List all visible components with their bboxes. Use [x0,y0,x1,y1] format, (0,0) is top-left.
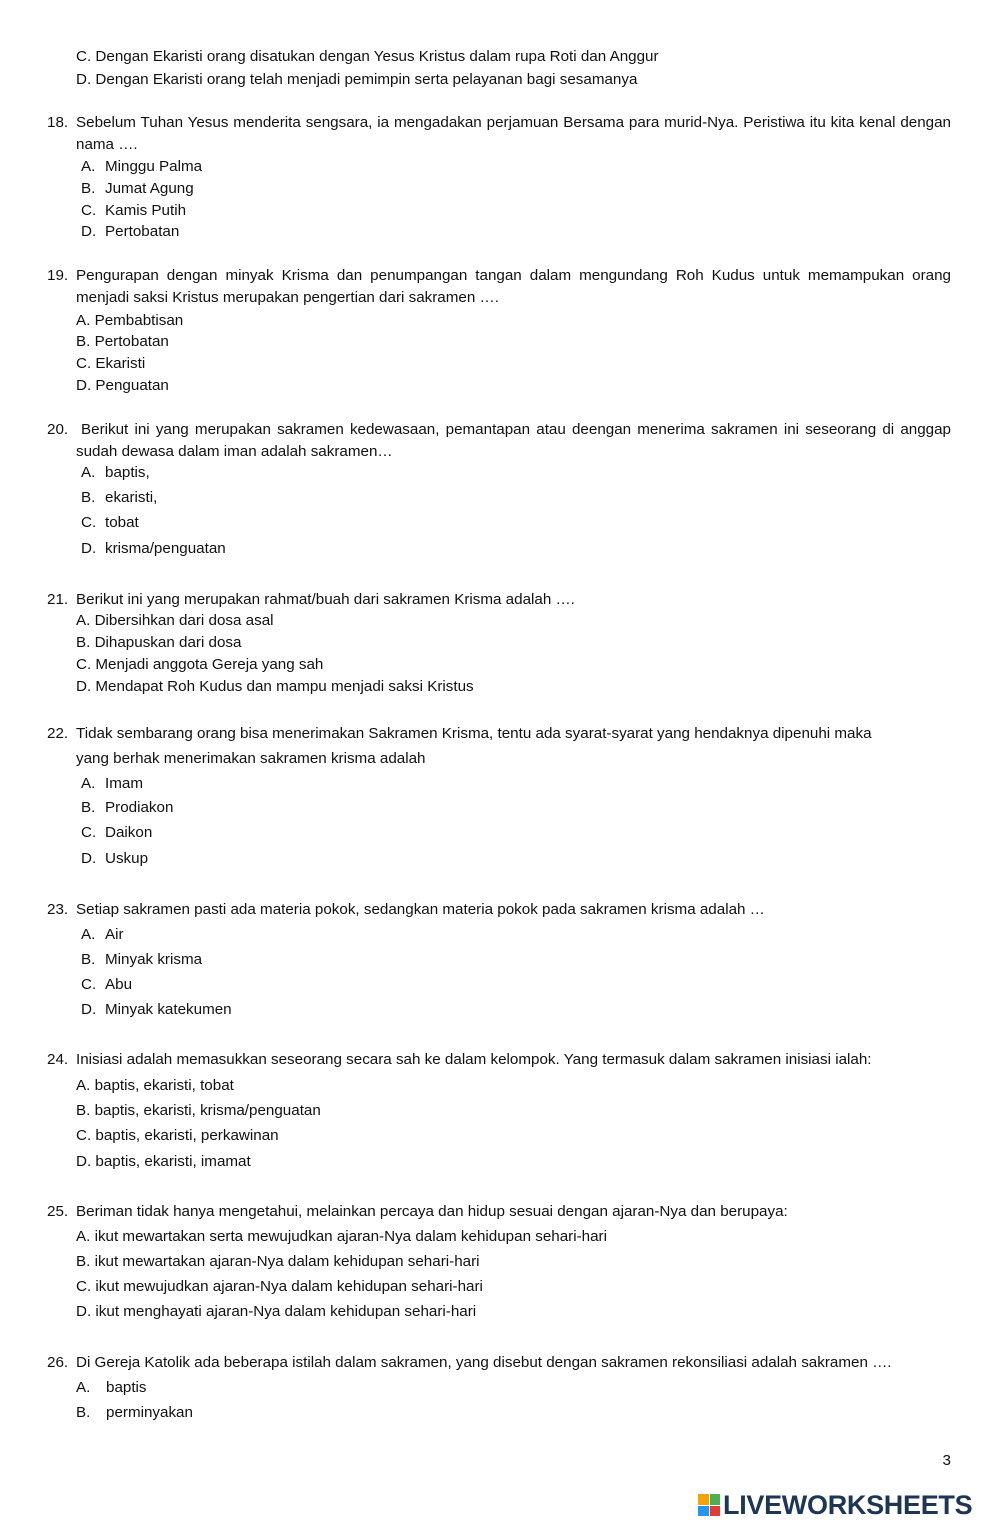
option-d: D. Minyak katekumen [81,1001,232,1018]
question-text: Setiap sakramen pasti ada materia pokok, sedangkan materia pokok pada sakramen krisma adalah … [76,901,765,918]
option-a: A. Pembabtisan [76,312,184,329]
option-d: D. Penguatan [76,377,169,394]
logo-tile [710,1506,721,1517]
question-text: Di Gereja Katolik ada beberapa istilah dalam sakramen, yang disebut dengan sakramen rekonsiliasi adalah sakramen …. [76,1354,892,1371]
option-a: A. baptis, ekaristi, tobat [76,1077,234,1094]
question-text: Beriman tidak hanya mengetahui, melainkan percaya dan hidup sesuai dengan ajaran-Nya dan berupaya: [76,1203,788,1220]
option-c: C. tobat [81,514,139,531]
question-number: 21. [47,591,69,608]
option-b: B. ikut mewartakan ajaran-Nya dalam kehidupan sehari-hari [76,1253,480,1270]
option-c: C. Kamis Putih [81,202,187,219]
option-d: D. Pertobatan [81,223,180,240]
option-b: B. Dihapuskan dari dosa [76,634,242,651]
question-text: Berikut ini yang merupakan sakramen kedewasaan, pemantapan atau deengan menerima sakramen ini seseorang di anggap sudah dewasa dalam iman adalah sakramen… [76,421,951,460]
logo-tile [698,1494,709,1505]
option-d: D. Uskup [81,850,149,867]
option-b: B. Jumat Agung [81,180,194,197]
question-text: Pengurapan dengan minyak Krisma dan penumpangan tangan dalam mengundang Roh Kudus untuk memampukan orang menjadi saksi Kristus merupakan pengertian dari sakramen …. [76,267,951,306]
question-number: 23. [47,901,69,918]
question-text-line2: yang berhak menerimakan sakramen krisma adalah [76,750,426,767]
question-number: 24. [47,1051,69,1068]
logo-tile [710,1494,721,1505]
question-number: 26. [47,1354,69,1371]
option-d: D. baptis, ekaristi, imamat [76,1153,251,1170]
option-b: B. Pertobatan [76,333,169,350]
option-c: C. Ekaristi [76,355,146,372]
question-number: 20. [47,421,69,438]
question-number: 22. [47,725,69,742]
logo-tile [698,1506,709,1517]
page-number: 3 [942,1452,951,1469]
option-c: C. ikut mewujudkan ajaran-Nya dalam kehidupan sehari-hari [76,1278,483,1295]
liveworksheets-logo-icon [698,1494,720,1516]
question-text: Inisiasi adalah memasukkan seseorang secara sah ke dalam kelompok. Yang termasuk dalam sakramen inisiasi ialah: [76,1051,872,1068]
option-a: A. Air [81,926,124,943]
option-a: A. Minggu Palma [81,158,203,175]
question-text: Sebelum Tuhan Yesus menderita sengsara, ia mengadakan perjamuan Bersama para murid-Nya. Peristiwa itu kita kenal dengan nama …. [76,114,951,153]
question-number: 18. [47,114,69,131]
option-c: C. Menjadi anggota Gereja yang sah [76,656,324,673]
option-d: D. ikut menghayati ajaran-Nya dalam kehidupan sehari-hari [76,1303,477,1320]
option-a: A. baptis, [81,464,150,481]
option-b: B. Minyak krisma [81,951,203,968]
option-a: A. Dibersihkan dari dosa asal [76,612,274,629]
option-c: C. Abu [81,976,133,993]
option-b: B. baptis, ekaristi, krisma/penguatan [76,1102,321,1119]
option-c: C. Daikon [81,824,153,841]
option-d-prev: D. Dengan Ekaristi orang telah menjadi pemimpin serta pelayanan bagi sesamanya [76,71,638,88]
option-c: C. baptis, ekaristi, perkawinan [76,1127,279,1144]
option-a: A. baptis [76,1379,147,1396]
option-d: D. krisma/penguatan [81,540,226,557]
option-b: B. ekaristi, [81,489,158,506]
logo-text: LIVEWORKSHEETS [723,1489,973,1520]
question-number: 19. [47,267,69,284]
option-a: A. ikut mewartakan serta mewujudkan ajaran-Nya dalam kehidupan sehari-hari [76,1228,607,1245]
question-text-line1: Tidak sembarang orang bisa menerimakan Sakramen Krisma, tentu ada syarat-syarat yang hendaknya dipenuhi maka [76,725,872,742]
option-b: B. perminyakan [76,1404,193,1421]
question-number: 25. [47,1203,69,1220]
option-c-prev: C. Dengan Ekaristi orang disatukan dengan Yesus Kristus dalam rupa Roti dan Anggur [76,48,659,65]
option-b: B. Prodiakon [81,799,174,816]
liveworksheets-logo[interactable] [698,1490,972,1520]
option-a: A. Imam [81,775,143,792]
question-text: Berikut ini yang merupakan rahmat/buah dari sakramen Krisma adalah …. [76,591,575,608]
option-d: D. Mendapat Roh Kudus dan mampu menjadi saksi Kristus [76,678,474,695]
